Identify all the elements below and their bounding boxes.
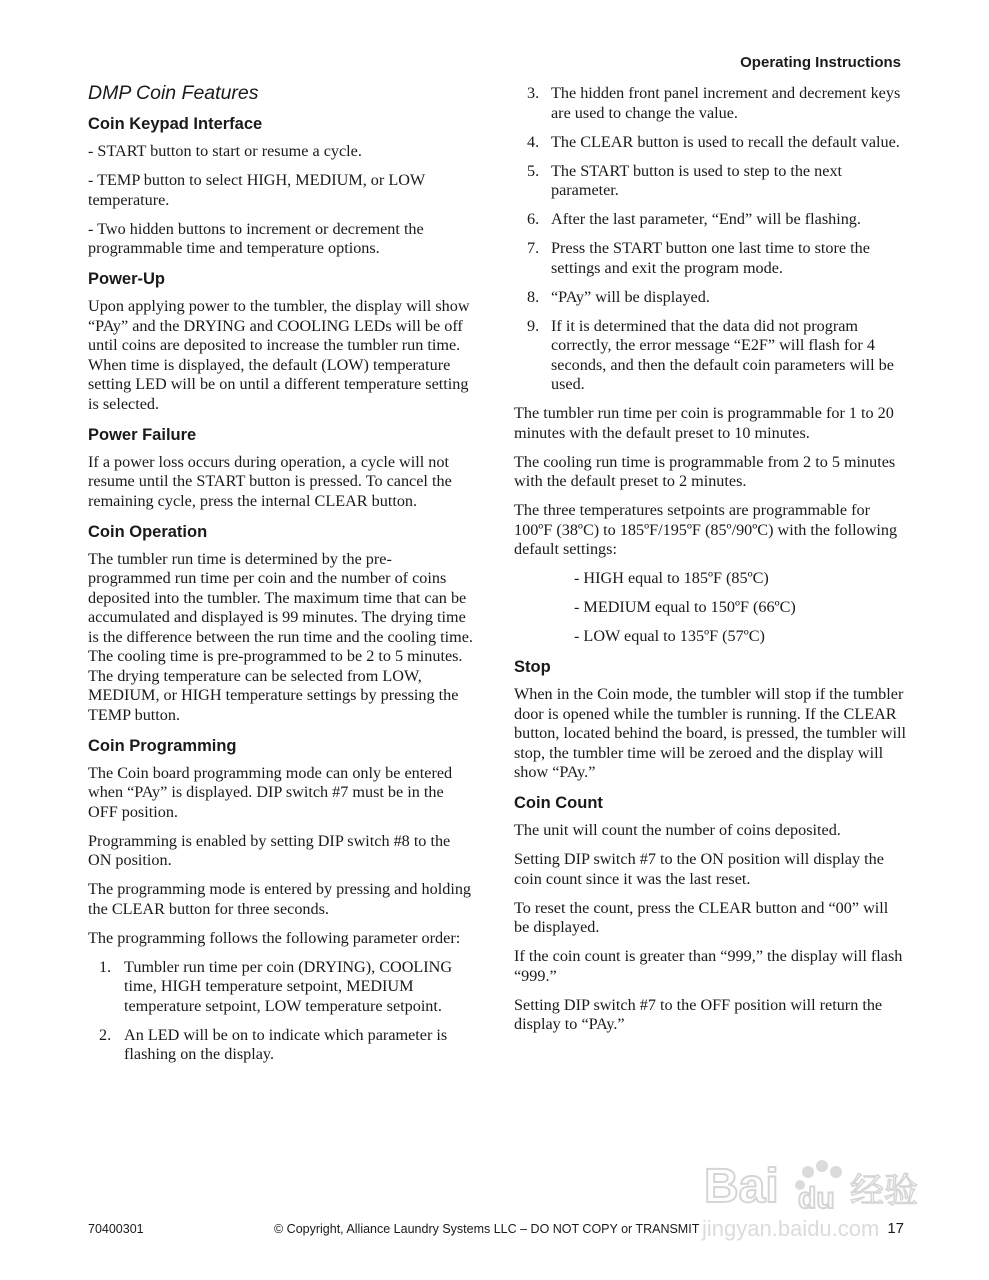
stop-heading: Stop <box>514 658 551 676</box>
keypad-item: - Two hidden buttons to increment or decrement the programmable time and temperature options. <box>88 219 424 257</box>
list-item-number: 2. <box>99 1025 112 1044</box>
coinprog-steps-list <box>88 958 474 1065</box>
svg-text:经验: 经验 <box>850 1171 918 1211</box>
coinop-heading: Coin Operation <box>88 522 208 541</box>
coinprog-paragraph: The programming mode is entered by pressing and holding the CLEAR button for three seconds. <box>88 880 472 918</box>
list-item-text: The START button is used to step to the next parameter. <box>551 161 843 199</box>
list-item-text: After the last parameter, “End” will be flashing. <box>551 210 861 228</box>
list-item <box>514 288 906 308</box>
list-item-number: 8. <box>527 287 540 306</box>
list-item-number: 1. <box>99 957 112 976</box>
coinprog-paragraph: The Coin board programming mode can only be entered when “PAy” is displayed. DIP switch #7 must be in the OFF position. <box>88 763 453 821</box>
list-item-text: If it is determined that the data did not program correctly, the error message “E2F” will flash for 4 seconds, and then the default coin parameters will be used. <box>551 316 894 393</box>
powerfailure-heading: Power Failure <box>88 425 197 444</box>
powerup-text: Upon applying power to the tumbler, the display will show “PAy” and the DRYING and COOLING LEDs will be off until coins are deposited to increase the tumbler run time. When time is displayed, the default (LOW) temperature setting LED will be on until a different temperature setting is selected. <box>88 297 470 413</box>
list-item-text: “PAy” will be displayed. <box>551 287 710 306</box>
runtime-paragraph: The tumbler run time per coin is programmable for 1 to 20 minutes with the default preset to 10 minutes. <box>514 404 894 442</box>
list-item-number: 4. <box>527 132 540 151</box>
list-item-text: The CLEAR button is used to recall the default value. <box>551 132 900 151</box>
right-column <box>514 84 906 1044</box>
list-item <box>514 317 906 395</box>
coinprog-paragraph: Programming is enabled by setting DIP switch #8 to the ON position. <box>88 831 451 869</box>
list-item-number: 6. <box>527 210 540 228</box>
cooling-paragraph: The cooling run time is programmable from 2 to 5 minutes with the default preset to 2 minutes. <box>514 452 896 490</box>
list-item-number: 3. <box>527 84 540 102</box>
svg-text:jingyan.baidu.com: jingyan.baidu.com <box>702 1216 880 1241</box>
list-item-number: 9. <box>527 316 540 335</box>
powerup-heading: Power-Up <box>88 270 166 288</box>
page-header-title: Operating Instructions <box>740 54 901 71</box>
default-setting-medium: - MEDIUM equal to 150ºF (66ºC) <box>574 598 796 616</box>
default-setting-high: - HIGH equal to 185ºF (85ºC) <box>574 569 769 587</box>
coincount-heading: Coin Count <box>514 794 603 812</box>
section-title: DMP Coin Features <box>88 82 259 104</box>
left-column <box>88 80 474 1074</box>
list-item <box>514 239 906 278</box>
coincount-paragraph: To reset the count, press the CLEAR button and “00” will be displayed. <box>514 898 889 936</box>
list-item-text: An LED will be on to indicate which parameter is flashing on the display. <box>124 1025 448 1063</box>
list-item <box>514 84 906 123</box>
list-item-text: Press the START button one last time to store the settings and exit the program mode. <box>551 239 870 277</box>
setpoints-paragraph: The three temperatures setpoints are programmable for 100ºF (38ºC) to 185ºF/195ºF (85º/90ºC) with the following default settings: <box>514 501 898 558</box>
coinop-text: The tumbler run time is determined by the pre-programmed run time per coin and the number of coins deposited into the tumbler. The maximum time that can be accumulated and displayed is 99 minutes. The drying time is the difference between the run time and the cooling time. The cooling time is pre-programmed to be 2 to 5 minutes. The drying temperature can be selected from LOW, MEDIUM, or HIGH temperature settings by pressing the TEMP button. <box>88 549 473 724</box>
list-item <box>88 1026 474 1065</box>
coinprog-steps-continued <box>514 84 906 395</box>
coincount-paragraph: If the coin count is greater than “999,” the display will flash “999.” <box>514 947 903 985</box>
coincount-paragraph: Setting DIP switch #7 to the ON position will display the coin count since it was the last reset. <box>514 850 884 888</box>
list-item <box>514 210 906 230</box>
svg-text:Bai: Bai <box>704 1160 779 1213</box>
default-setting-low: - LOW equal to 135ºF (57ºC) <box>574 627 765 645</box>
list-item-number: 5. <box>527 161 540 180</box>
svg-text:du: du <box>798 1182 835 1215</box>
keypad-item: - START button to start or resume a cycle. <box>88 142 362 160</box>
stop-text: When in the Coin mode, the tumbler will stop if the tumbler door is opened while the tumbler is running. If the CLEAR button, located behind the board, is pressed, the tumbler will stop, the tumbler time will be zeroed and the display will show “PAy.” <box>514 685 907 781</box>
list-item <box>88 958 474 1017</box>
keypad-heading: Coin Keypad Interface <box>88 115 263 133</box>
powerfailure-text: If a power loss occurs during operation, a cycle will not resume until the START button is pressed. To cancel the remaining cycle, press the internal CLEAR button. <box>88 452 452 510</box>
coincount-paragraph: The unit will count the number of coins deposited. <box>514 821 841 839</box>
page-footer <box>88 1220 904 1242</box>
coinprog-paragraph: The programming follows the following parameter order: <box>88 928 461 947</box>
list-item-text: The hidden front panel increment and decrement keys are used to change the value. <box>551 84 901 122</box>
list-item-number: 7. <box>527 239 540 257</box>
list-item <box>514 162 906 201</box>
list-item-text: Tumbler run time per coin (DRYING), COOLING time, HIGH temperature setpoint, MEDIUM temperature setpoint, LOW temperature setpoint. <box>124 957 453 1015</box>
keypad-item: - TEMP button to select HIGH, MEDIUM, or LOW temperature. <box>88 171 425 209</box>
coincount-paragraph: Setting DIP switch #7 to the OFF position will return the display to “PAy.” <box>514 995 883 1033</box>
list-item <box>514 133 906 153</box>
document-number: 70400301 <box>88 1222 144 1236</box>
page-number: 17 <box>887 1220 904 1237</box>
coinprog-heading: Coin Programming <box>88 736 237 755</box>
copyright-notice: © Copyright, Alliance Laundry Systems LLC – DO NOT COPY or TRANSMIT <box>274 1222 700 1236</box>
